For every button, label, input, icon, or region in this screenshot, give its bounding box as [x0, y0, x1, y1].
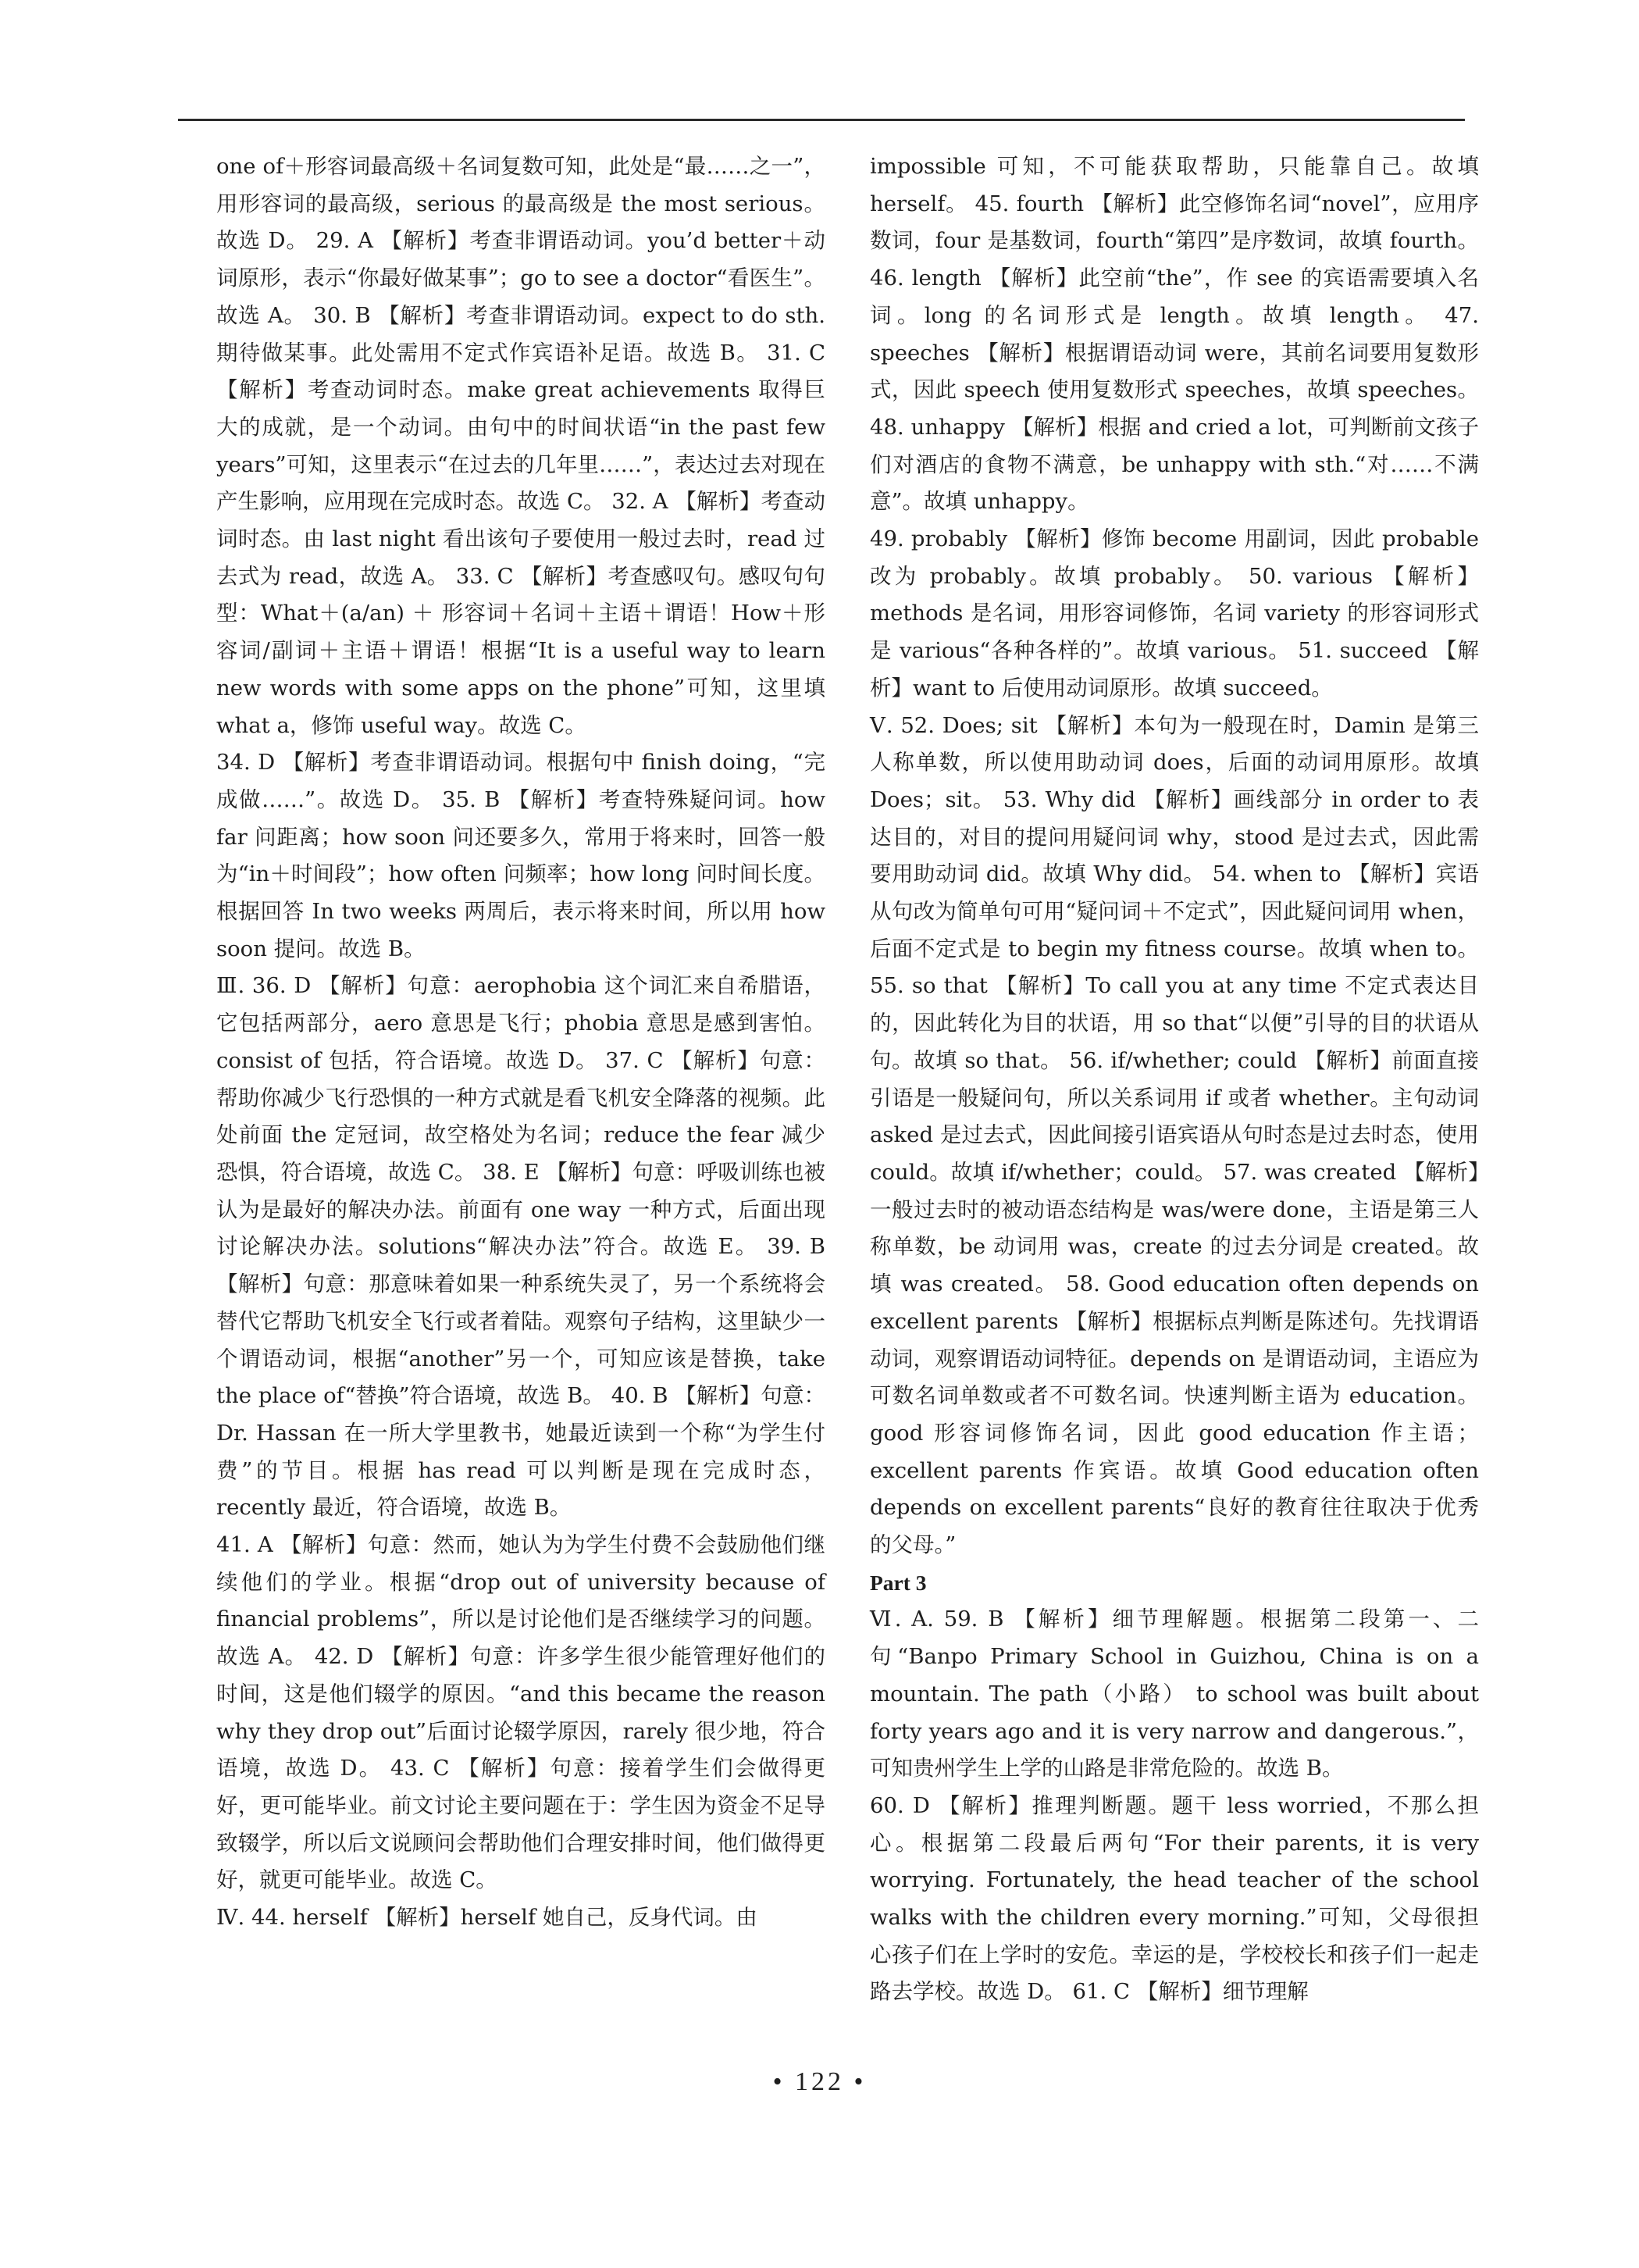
section-V-paragraph: Ⅴ. 52. Does; sit 【解析】本句为一般现在时，Damin 是第三人称单数，所以使用助动词 does，后面的动词用原形。故填 Does；sit。 53. Why did 【解析】画线部分 in order to 表达目的，对目的提问用疑问词 why，stood 是过去式，因此需要用助动词 did。故填 Why did。 54. when to 【解析】宾语从句改为简单句可用“疑问词＋不定式”，因此疑问词用 when，后面不定式是 to begin my fitness course。故填 when to。 55. so that 【解析】To call you at any time 不定式表达目的，因此转化为目的状语，用 so that“以便”引导的目的状语从句。故填 so that。 56. if/whether; could 【解析】前面直接引语是一般疑问句，所以关系词用 if 或者 whether。主句动词 asked 是过去式，因此间接引语宾语从句时态是过去时态，使用 could。故填 if/whether；could。 57. was created 【解析】一般过去时的被动语态结构是 was/were done，主语是第三人称单数，be 动词用 was，create 的过去分词是 created。故填 was created。 58. Good education often depends on excellent parents 【解析】根据标点判断是陈述句。先找谓语动词，观察谓语动词特征。depends on 是谓语动词，主语应为可数名词单数或者不可数名词。快速判断主语为 education。good 形容词修饰名词，因此 good education 作主语；excellent parents 作宾语。故填 Good education often depends on excellent parents“良好的教育往往取决于优秀的父母。”: [870, 712, 1479, 1558]
right-column: [870, 148, 1479, 2011]
answer-paragraph: 60. D 【解析】推理判断题。题干 less worried，不那么担心。根据第二段最后两句“For their parents, it is very worrying. Fortunately, the head teacher of the school walks with the children every morning.”可知，父母很担心孩子们在上学时的安危。幸运的是，学校校长和孩子们一起走路去学校。故选 D。 61. C 【解析】细节理解: [870, 1792, 1479, 2005]
header-rule: [178, 119, 1465, 121]
answer-paragraph: 41. A 【解析】句意：然而，她认为为学生付费不会鼓励他们继续他们的学业。根据“drop out of university because of financial problems”，所以是讨论他们是否继续学习的问题。故选 A。 42. D 【解析】句意：许多学生很少能管理好他们的时间，这是他们辍学的原因。“and this became the reason why they drop out”后面讨论辍学原因，rarely 很少地，符合语境，故选 D。 43. C 【解析】句意：接着学生们会做得更好，更可能毕业。前文讨论主要问题在于：学生因为资金不足导致辍学，所以后文说顾问会帮助他们合理安排时间，他们做得更好，就更可能毕业。故选 C。: [216, 1532, 825, 1893]
answer-paragraph: 34. D 【解析】考查非谓语动词。根据句中 finish doing，“完成做……”。故选 D。 35. B 【解析】考查特殊疑问词。how far 问距离；how soon 问还要多久，常用于将来时，回答一般为“in＋时间段”；how often 问频率；how long 问时间长度。根据回答 In two weeks 两周后，表示将来时间，所以用 how soon 提问。故选 B。: [216, 750, 825, 961]
answer-paragraph: impossible 可知，不可能获取帮助，只能靠自己。故填 herself。 45. fourth 【解析】此空修饰名词“novel”，应用序数词，four 是基数词，fourth“第四”是序数词，故填 fourth。 46. length 【解析】此空前“the”，作 see 的宾语需要填入名词。long 的名词形式是 length。故填 length。 47. speeches 【解析】根据谓语动词 were，其前名词要用复数形式，因此 speech 使用复数形式 speeches，故填 speeches。 48. unhappy 【解析】根据 and cried a lot，可判断前文孩子们对酒店的食物不满意，be unhappy with sth.“对……不满意”。故填 unhappy。: [870, 154, 1479, 515]
left-column: [216, 148, 825, 1937]
answer-paragraph: 49. probably 【解析】修饰 become 用副词，因此 probable 改为 probably。故填 probably。 50. various 【解析】methods 是名词，用形容词修饰，名词 variety 的形容词形式是 various“各种各样的”。故填 various。 51. succeed 【解析】want to 后使用动词原形。故填 succeed。: [870, 526, 1479, 701]
page-number: • 122 •: [772, 2067, 867, 2096]
section-VI-paragraph: Ⅵ. A. 59. B 【解析】细节理解题。根据第二段第一、二句“Banpo Primary School in Guizhou, China is on a mountain. The path（小路） to school was built about forty years ago and it is very narrow and dangerous.”，可知贵州学生上学的山路是非常危险的。故选 B。: [870, 1606, 1479, 1781]
section-III-paragraph: Ⅲ. 36. D 【解析】句意：aerophobia 这个词汇来自希腊语，它包括两部分，aero 意思是飞行；phobia 意思是感到害怕。consist of 包括，符合语境。故选 D。 37. C 【解析】句意：帮助你减少飞行恐惧的一种方式就是看飞机安全降落的视频。此处前面 the 定冠词，故空格处为名词；reduce the fear 减少恐惧，符合语境，故选 C。 38. E 【解析】句意：呼吸训练也被认为是最好的解决办法。前面有 one way 一种方式，后面出现讨论解决办法。solutions“解决办法”符合。故选 E。 39. B 【解析】句意：那意味着如果一种系统失灵了，另一个系统将会替代它帮助飞机安全飞行或者着陆。观察句子结构，这里缺少一个谓语动词，根据“another”另一个，可知应该是替换，take the place of“替换”符合语境，故选 B。 40. B 【解析】句意：Dr. Hassan 在一所大学里教书，她最近读到一个称“为学生付费”的节目。根据 has read 可以判断是现在完成时态，recently 最近，符合语境，故选 B。: [216, 973, 825, 1521]
answer-paragraph: one of＋形容词最高级＋名词复数可知，此处是“最……之一”，用形容词的最高级，serious 的最高级是 the most serious。故选 D。 29. A 【解析】考查非谓语动词。you’d better＋动词原形，表示“你最好做某事”；go to see a doctor“看医生”。故选 A。 30. B 【解析】考查非谓语动词。expect to do sth. 期待做某事。此处需用不定式作宾语补足语。故选 B。 31. C 【解析】考查动词时态。make great achievements 取得巨大的成就，是一个动词。由句中的时间状语“in the past few years”可知，这里表示“在过去的几年里……”，表达过去对现在产生影响，应用现在完成时态。故选 C。 32. A 【解析】考查动词时态。由 last night 看出该句子要使用一般过去时，read 过去式为 read，故选 A。 33. C 【解析】考查感叹句。感叹句句型：What＋(a/an) ＋ 形容词＋名词＋主语＋谓语！How＋形容词/副词＋主语＋谓语！根据“It is a useful way to learn new words with some apps on the phone”可知，这里填 what a，修饰 useful way。故选 C。: [216, 154, 825, 738]
section-IV-paragraph: Ⅳ. 44. herself 【解析】herself 她自己，反身代词。由: [216, 1905, 757, 1931]
part-heading: Part 3: [870, 1570, 927, 1595]
